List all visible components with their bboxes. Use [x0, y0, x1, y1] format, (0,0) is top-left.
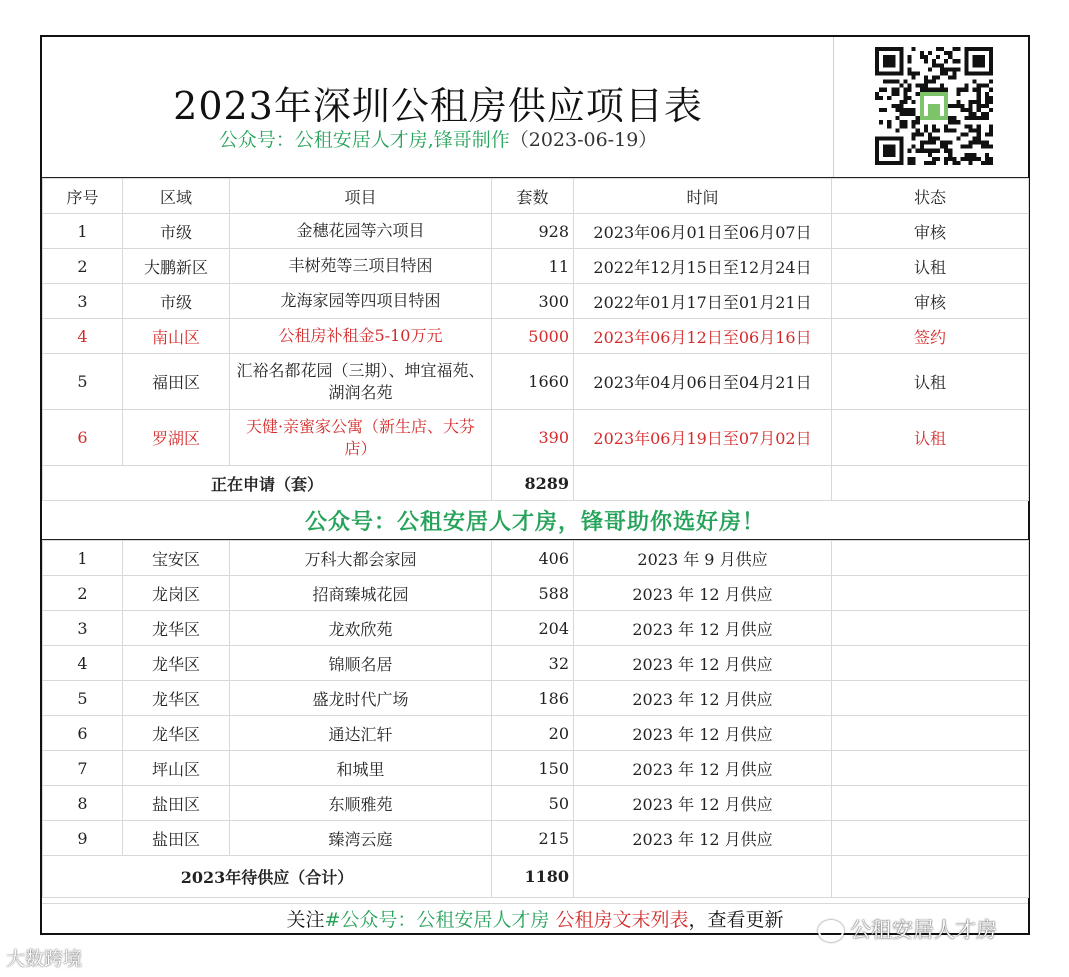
table-row: [43, 751, 1029, 786]
row-count: 406: [492, 541, 574, 576]
row-number: 6: [43, 410, 123, 466]
row-status: [832, 646, 1029, 681]
row-time: 2023年06月19日至07月02日: [574, 410, 832, 466]
row-project: 天健·亲蜜家公寓（新生店、大芬店）: [230, 410, 492, 466]
row-area: 罗湖区: [123, 410, 230, 466]
row-count: 588: [492, 576, 574, 611]
row-status: 认租: [832, 354, 1029, 410]
row-time: 2023 年 12 月供应: [574, 681, 832, 716]
row-time: 2022年01月17日至01月21日: [574, 284, 832, 319]
row-project: 通达汇轩: [230, 716, 492, 751]
table-row: [43, 214, 1029, 249]
table-row: [43, 611, 1029, 646]
watermark-account-text: 公租安居人才房: [850, 918, 997, 942]
watermark-brand-text: 大数跨境: [6, 948, 83, 970]
row-area: 龙华区: [123, 646, 230, 681]
total-empty: [574, 466, 832, 501]
row-count: 5000: [492, 319, 574, 354]
row-area: 龙岗区: [123, 576, 230, 611]
row-project: 汇裕名都花园（三期）、坤宜福苑、湖润名苑: [230, 354, 492, 410]
footer-account: #公众号：公租安居人才房: [324, 909, 550, 931]
row-time: 2022年12月15日至12月24日: [574, 249, 832, 284]
total-label: 正在申请（套）: [43, 466, 492, 501]
row-number: 8: [43, 786, 123, 821]
column-header-area: 区域: [123, 179, 230, 214]
total-row: [43, 856, 1029, 898]
row-count: 204: [492, 611, 574, 646]
row-status: 审核: [832, 284, 1029, 319]
row-count: 150: [492, 751, 574, 786]
row-area: 盐田区: [123, 786, 230, 821]
table-row: [43, 681, 1029, 716]
row-project: 盛龙时代广场: [230, 681, 492, 716]
row-count: 20: [492, 716, 574, 751]
row-time: 2023 年 12 月供应: [574, 576, 832, 611]
total-value: 8289: [492, 466, 574, 501]
column-header-status: 状态: [832, 179, 1029, 214]
row-number: 9: [43, 821, 123, 856]
row-status: [832, 541, 1029, 576]
row-status: [832, 576, 1029, 611]
row-number: 3: [43, 611, 123, 646]
subtitle-account: 公众号：公租安居人才房,锋哥制作: [218, 129, 510, 151]
row-time: 2023 年 12 月供应: [574, 716, 832, 751]
column-header-project: 项目: [230, 179, 492, 214]
subtitle-date: （2023-06-19）: [509, 129, 658, 151]
row-count: 1660: [492, 354, 574, 410]
row-count: 186: [492, 681, 574, 716]
table-row: [43, 576, 1029, 611]
slogan-banner: 公众号：公租安居人才房，锋哥助你选好房！: [304, 509, 765, 535]
row-time: 2023 年 12 月供应: [574, 786, 832, 821]
row-area: 盐田区: [123, 821, 230, 856]
row-time: 2023 年 9 月供应: [574, 541, 832, 576]
table-row: [43, 410, 1029, 466]
row-number: 5: [43, 681, 123, 716]
row-status: 审核: [832, 214, 1029, 249]
row-project: 龙欢欣苑: [230, 611, 492, 646]
column-header-no: 序号: [43, 179, 123, 214]
page-subtitle: [42, 125, 834, 152]
row-number: 4: [43, 319, 123, 354]
table-row: [43, 821, 1029, 856]
row-number: 3: [43, 284, 123, 319]
footer-list-link[interactable]: 公租房文末列表: [555, 909, 689, 931]
row-number: 1: [43, 214, 123, 249]
supply-table-sheet: [40, 35, 1030, 935]
row-time: 2023年04月06日至04月21日: [574, 354, 832, 410]
row-project: 东顺雅苑: [230, 786, 492, 821]
row-number: 2: [43, 249, 123, 284]
row-count: 32: [492, 646, 574, 681]
column-header-time: 时间: [574, 179, 832, 214]
row-number: 1: [43, 541, 123, 576]
table-row: [43, 646, 1029, 681]
row-time: 2023 年 12 月供应: [574, 646, 832, 681]
table-row: [43, 319, 1029, 354]
table-header-row: [43, 179, 1029, 214]
row-project: 万科大都会家园: [230, 541, 492, 576]
row-area: 宝安区: [123, 541, 230, 576]
row-status: [832, 751, 1029, 786]
row-number: 4: [43, 646, 123, 681]
footer-prefix: 关注: [286, 909, 325, 931]
row-number: 6: [43, 716, 123, 751]
row-number: 7: [43, 751, 123, 786]
wechat-icon: [818, 920, 844, 942]
total-empty: [832, 856, 1029, 898]
total-row: [43, 466, 1029, 501]
row-project: 金穗花园等六项目: [230, 214, 492, 249]
row-area: 坪山区: [123, 751, 230, 786]
row-count: 390: [492, 410, 574, 466]
row-area: 龙华区: [123, 611, 230, 646]
column-header-count: 套数: [492, 179, 574, 214]
row-time: 2023年06月01日至06月07日: [574, 214, 832, 249]
row-area: 南山区: [123, 319, 230, 354]
row-project: 招商臻城花园: [230, 576, 492, 611]
row-status: [832, 821, 1029, 856]
table-row: [43, 541, 1029, 576]
row-project: 和城里: [230, 751, 492, 786]
footer-suffix: ，查看更新: [688, 909, 784, 931]
table-row: [43, 716, 1029, 751]
upcoming-projects-table: [42, 540, 1029, 898]
row-time: 2023 年 12 月供应: [574, 611, 832, 646]
row-project: 丰树苑等三项目特困: [230, 249, 492, 284]
total-empty: [832, 466, 1029, 501]
row-project: 公租房补租金5-10万元: [230, 319, 492, 354]
row-status: 签约: [832, 319, 1029, 354]
watermark-brand: [6, 944, 82, 971]
row-status: 认租: [832, 410, 1029, 466]
row-number: 5: [43, 354, 123, 410]
qr-divider: [833, 37, 834, 177]
row-area: 市级: [123, 214, 230, 249]
row-time: 2023年06月12日至06月16日: [574, 319, 832, 354]
watermark-account: [818, 914, 997, 944]
row-project: 臻湾云庭: [230, 821, 492, 856]
row-time: 2023 年 12 月供应: [574, 751, 832, 786]
row-count: 11: [492, 249, 574, 284]
row-project: 龙海家园等四项目特困: [230, 284, 492, 319]
row-count: 300: [492, 284, 574, 319]
total-label: 2023年待供应（合计）: [43, 856, 492, 898]
page-title: 2023年深圳公租房供应项目表: [173, 84, 703, 128]
row-time: 2023 年 12 月供应: [574, 821, 832, 856]
row-status: [832, 716, 1029, 751]
row-status: [832, 786, 1029, 821]
row-area: 龙华区: [123, 716, 230, 751]
total-empty: [574, 856, 832, 898]
row-status: 认租: [832, 249, 1029, 284]
row-area: 大鹏新区: [123, 249, 230, 284]
table-row: [43, 284, 1029, 319]
row-count: 215: [492, 821, 574, 856]
qr-code-icon[interactable]: [875, 47, 993, 165]
row-area: 福田区: [123, 354, 230, 410]
row-count: 928: [492, 214, 574, 249]
total-value: 1180: [492, 856, 574, 898]
table-row: [43, 249, 1029, 284]
table-row: [43, 354, 1029, 410]
row-status: [832, 681, 1029, 716]
current-projects-table: [42, 178, 1029, 501]
row-count: 50: [492, 786, 574, 821]
row-number: 2: [43, 576, 123, 611]
row-status: [832, 611, 1029, 646]
row-area: 龙华区: [123, 681, 230, 716]
row-project: 锦顺名居: [230, 646, 492, 681]
row-area: 市级: [123, 284, 230, 319]
table-row: [43, 786, 1029, 821]
